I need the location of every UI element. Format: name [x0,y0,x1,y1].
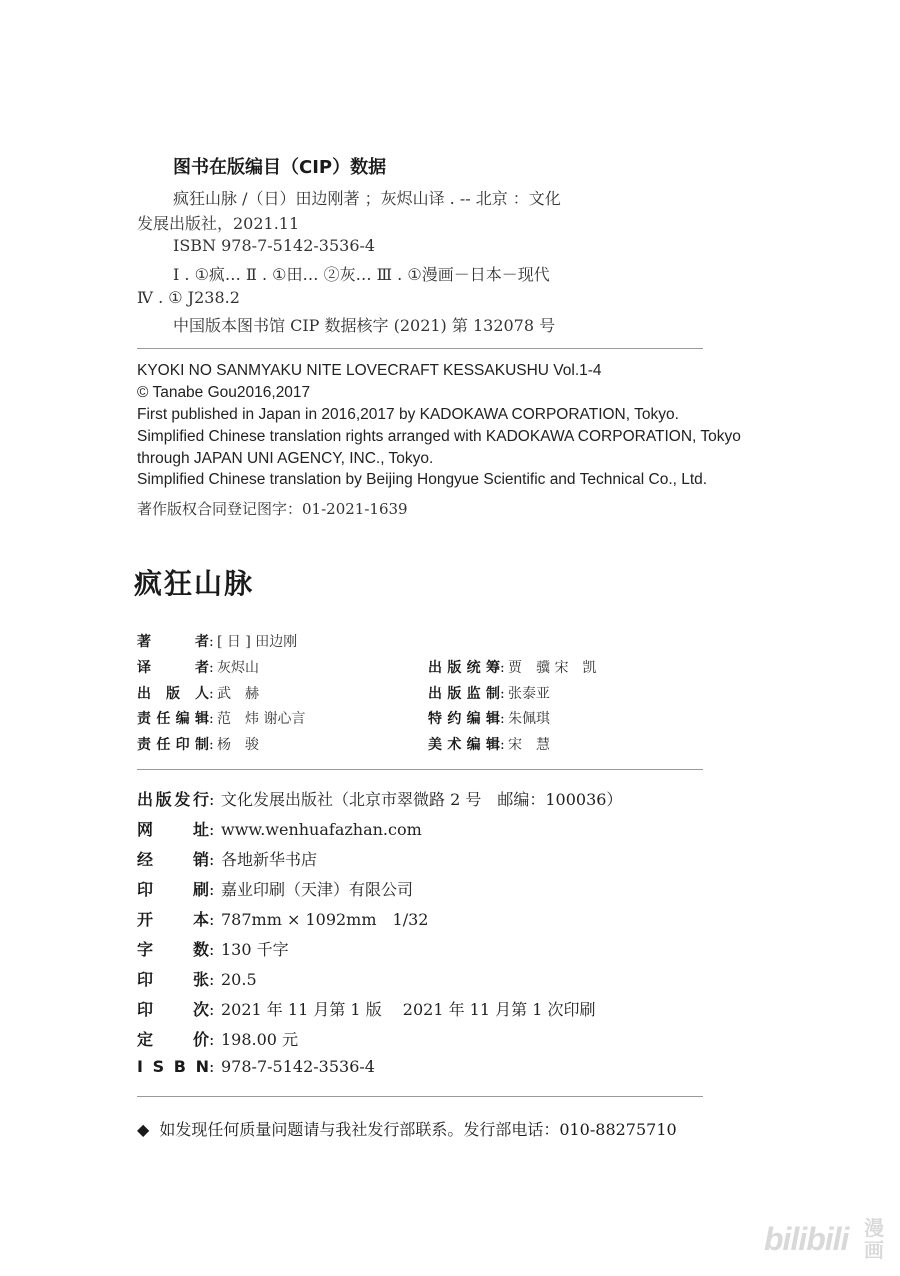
pub-row-edition: 印 次: 2021 年 11 月第 1 版 2021 年 11 月第 1 次印刷 [137,997,595,1020]
pub-isbn-label: I S B N [137,1057,209,1076]
pub-price-value: 198.00 元 [221,1030,299,1049]
credit-coordinator-label: 出版统筹 [428,660,500,676]
copyright-line-5: through JAPAN UNI AGENCY, INC., Tokyo. [137,450,434,467]
quality-notice [137,1117,677,1140]
diamond-bullet-icon: ◆ [137,1120,150,1139]
pub-distributor-label: 经 销 [137,850,209,869]
pub-sheets-value: 20.5 [221,970,257,989]
credit-print-editor-value: 杨 骏 [217,737,259,753]
pub-isbn-value: 978-7-5142-3536-4 [221,1057,375,1076]
pub-row-price: 定 价: 198.00 元 [137,1027,298,1050]
credit-supervisor: 出版监制: 张泰亚 [428,683,550,703]
copyright-line-1: KYOKI NO SANMYAKU NITE LOVECRAFT KESSAKUSHU Vol.1-4 [137,362,602,379]
credit-supervisor-value: 张泰亚 [508,686,550,702]
cip-line-2: 发展出版社，2021.11 [137,214,300,233]
credit-translator: 译 者: 灰烬山 [137,657,259,677]
credit-print-editor: 责任印制: 杨 骏 [137,734,259,754]
credit-editor: 责任编辑: 范 炜 谢心言 [137,708,305,728]
credit-special-editor-value: 朱佩琪 [508,711,550,727]
credit-coordinator-value: 贾 骥 宋 凯 [508,660,597,676]
quality-notice-text: 如发现任何质量问题请与我社发行部联系。发行部电话：010-88275710 [159,1120,677,1139]
pub-row-website: 网 址: www.wenhuafazhan.com [137,817,422,840]
pub-edition-value: 2021 年 11 月第 1 版 2021 年 11 月第 1 次印刷 [221,1000,596,1019]
pub-row-wordcount: 字 数: 130 千字 [137,937,289,960]
credit-art-editor: 美术编辑: 宋 慧 [428,734,550,754]
pub-publisher-label: 出版发行 [137,790,209,809]
credit-author-value: [ 日 ] 田边刚 [217,634,298,650]
pub-format-label: 开 本 [137,910,209,929]
credit-publisher-person-value: 武 赫 [217,686,259,702]
credit-editor-label: 责任编辑 [137,711,209,727]
credit-translator-value: 灰烬山 [217,660,259,676]
credit-supervisor-label: 出版监制 [428,686,500,702]
copyright-line-6: Simplified Chinese translation by Beijing Hongyue Scientific and Technical Co., Ltd. [137,471,708,488]
bilibili-manga-watermark [764,1217,888,1263]
pub-sheets-label: 印 张 [137,970,209,989]
pub-distributor-value: 各地新华书店 [221,850,318,869]
watermark-brand: bilibili [764,1221,849,1257]
cip-line-4: Ⅰ . ①疯… Ⅱ . ①田… ②灰… Ⅲ . ①漫画－日本－现代 [173,265,550,284]
credit-coordinator: 出版统筹: 贾 骥 宋 凯 [428,657,596,677]
cip-line-3: ISBN 978-7-5142-3536-4 [173,236,376,255]
copyright-registration: 著作版权合同登记图字：01-2021-1639 [137,500,408,518]
pub-wordcount-value: 130 千字 [221,940,289,959]
credit-art-editor-label: 美术编辑 [428,737,500,753]
pub-wordcount-label: 字 数 [137,940,209,959]
pub-format-value: 787mm × 1092mm 1/32 [221,910,429,929]
copyright-line-2: © Tanabe Gou2016,2017 [137,384,311,401]
pub-row-printer: 印 刷: 嘉业印刷（天津）有限公司 [137,877,413,900]
credit-print-editor-label: 责任印制 [137,737,209,753]
credit-author-label: 著 者 [137,634,209,650]
copyright-line-4: Simplified Chinese translation rights arranged with KADOKAWA CORPORATION, Tokyo [137,428,741,445]
pub-price-label: 定 价 [137,1030,209,1049]
cip-heading: 图书在版编目（CIP）数据 [173,157,387,178]
watermark-suffix: 漫画 [864,1216,884,1262]
credit-publisher-person-label: 出 版 人 [137,686,209,702]
divider-1 [137,348,703,349]
pub-publisher-value: 文化发展出版社（北京市翠微路 2 号 邮编：100036） [221,790,623,809]
credit-art-editor-value: 宋 慧 [508,737,550,753]
credit-publisher-person: 出 版 人: 武 赫 [137,683,259,703]
pub-row-sheets: 印 张: 20.5 [137,967,257,990]
copyright-line-3: First published in Japan in 2016,2017 by KADOKAWA CORPORATION, Tokyo. [137,406,679,423]
pub-row-isbn: I S B N: 978-7-5142-3536-4 [137,1057,375,1076]
book-title: 疯狂山脉 [134,567,255,600]
pub-row-distributor: 经 销: 各地新华书店 [137,847,317,870]
credit-editor-value: 范 炜 谢心言 [217,711,306,727]
pub-printer-value: 嘉业印刷（天津）有限公司 [221,880,414,899]
pub-website-label: 网 址 [137,820,209,839]
credit-special-editor: 特约编辑: 朱佩琪 [428,708,550,728]
credit-author: 著 者: [ 日 ] 田边刚 [137,631,297,651]
cip-line-6: 中国版本图书馆 CIP 数据核字 (2021) 第 132078 号 [173,316,556,335]
cip-line-5: Ⅳ . ① J238.2 [137,288,240,307]
credit-special-editor-label: 特约编辑 [428,711,500,727]
credit-translator-label: 译 者 [137,660,209,676]
pub-printer-label: 印 刷 [137,880,209,899]
pub-website-value: www.wenhuafazhan.com [221,820,422,839]
cip-line-1: 疯狂山脉 /（日）田边刚著 ；灰烬山译 . -- 北京 ：文化 [173,189,561,208]
pub-row-publisher: 出版发行: 文化发展出版社（北京市翠微路 2 号 邮编：100036） [137,787,622,810]
divider-2 [137,769,703,770]
pub-edition-label: 印 次 [137,1000,209,1019]
divider-3 [137,1096,703,1097]
pub-row-format: 开 本: 787mm × 1092mm 1/32 [137,907,428,930]
